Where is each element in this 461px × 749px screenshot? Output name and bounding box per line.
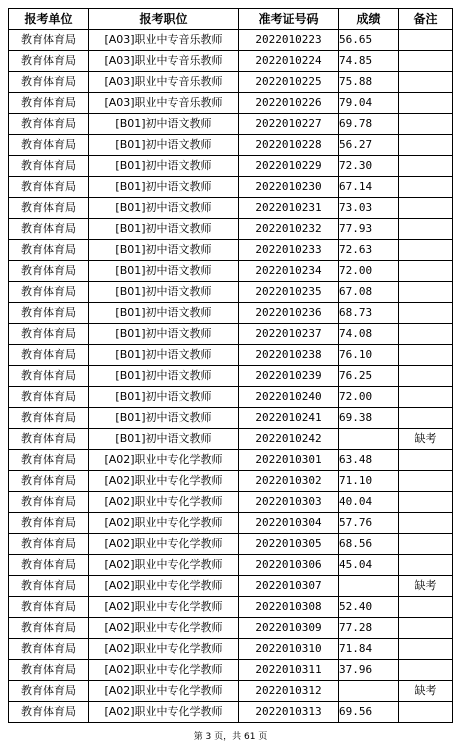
cell-unit: 教育体育局 xyxy=(9,156,89,177)
cell-position: [B01]初中语文教师 xyxy=(89,114,239,135)
cell-unit: 教育体育局 xyxy=(9,114,89,135)
cell-position: [A03]职业中专音乐教师 xyxy=(89,72,239,93)
cell-exam-id: 2022010236 xyxy=(239,303,339,324)
cell-note xyxy=(399,639,453,660)
cell-position: [A02]职业中专化学教师 xyxy=(89,597,239,618)
cell-unit: 教育体育局 xyxy=(9,219,89,240)
cell-note xyxy=(399,240,453,261)
cell-unit: 教育体育局 xyxy=(9,366,89,387)
cell-score: 56.27 xyxy=(339,135,399,156)
cell-position: [B01]初中语文教师 xyxy=(89,198,239,219)
cell-unit: 教育体育局 xyxy=(9,303,89,324)
table-row xyxy=(9,429,453,450)
cell-score: 72.30 xyxy=(339,156,399,177)
cell-unit: 教育体育局 xyxy=(9,471,89,492)
cell-unit: 教育体育局 xyxy=(9,555,89,576)
cell-score: 69.78 xyxy=(339,114,399,135)
cell-note xyxy=(399,51,453,72)
cell-exam-id: 2022010232 xyxy=(239,219,339,240)
cell-note xyxy=(399,345,453,366)
table-body xyxy=(9,30,453,723)
cell-score: 57.76 xyxy=(339,513,399,534)
table-row xyxy=(9,450,453,471)
cell-note xyxy=(399,534,453,555)
cell-note xyxy=(399,324,453,345)
cell-exam-id: 2022010309 xyxy=(239,618,339,639)
table-row xyxy=(9,492,453,513)
cell-score xyxy=(339,429,399,450)
table-row xyxy=(9,156,453,177)
cell-exam-id: 2022010240 xyxy=(239,387,339,408)
cell-exam-id: 2022010307 xyxy=(239,576,339,597)
cell-exam-id: 2022010233 xyxy=(239,240,339,261)
cell-position: [B01]初中语文教师 xyxy=(89,135,239,156)
cell-unit: 教育体育局 xyxy=(9,597,89,618)
cell-note xyxy=(399,303,453,324)
cell-unit: 教育体育局 xyxy=(9,681,89,702)
cell-exam-id: 2022010313 xyxy=(239,702,339,723)
cell-exam-id: 2022010230 xyxy=(239,177,339,198)
cell-exam-id: 2022010237 xyxy=(239,324,339,345)
cell-score: 74.08 xyxy=(339,324,399,345)
cell-position: [B01]初中语文教师 xyxy=(89,408,239,429)
cell-position: [B01]初中语文教师 xyxy=(89,261,239,282)
table-row xyxy=(9,114,453,135)
cell-exam-id: 2022010303 xyxy=(239,492,339,513)
cell-note xyxy=(399,450,453,471)
cell-unit: 教育体育局 xyxy=(9,177,89,198)
table-row xyxy=(9,576,453,597)
cell-exam-id: 2022010235 xyxy=(239,282,339,303)
cell-score: 75.88 xyxy=(339,72,399,93)
cell-exam-id: 2022010310 xyxy=(239,639,339,660)
table-row xyxy=(9,72,453,93)
cell-exam-id: 2022010224 xyxy=(239,51,339,72)
cell-score: 68.73 xyxy=(339,303,399,324)
cell-note xyxy=(399,72,453,93)
cell-score: 72.00 xyxy=(339,261,399,282)
cell-position: [B01]初中语文教师 xyxy=(89,303,239,324)
cell-position: [A02]职业中专化学教师 xyxy=(89,555,239,576)
cell-score: 37.96 xyxy=(339,660,399,681)
header-note: 备注 xyxy=(399,9,453,30)
header-position: 报考职位 xyxy=(89,9,239,30)
cell-exam-id: 2022010302 xyxy=(239,471,339,492)
cell-position: [B01]初中语文教师 xyxy=(89,156,239,177)
cell-note xyxy=(399,156,453,177)
cell-unit: 教育体育局 xyxy=(9,429,89,450)
cell-position: [A02]职业中专化学教师 xyxy=(89,618,239,639)
cell-unit: 教育体育局 xyxy=(9,660,89,681)
cell-unit: 教育体育局 xyxy=(9,618,89,639)
table-row xyxy=(9,681,453,702)
cell-position: [A02]职业中专化学教师 xyxy=(89,660,239,681)
cell-exam-id: 2022010226 xyxy=(239,93,339,114)
cell-note xyxy=(399,513,453,534)
cell-unit: 教育体育局 xyxy=(9,639,89,660)
cell-position: [A02]职业中专化学教师 xyxy=(89,513,239,534)
cell-note xyxy=(399,366,453,387)
cell-position: [B01]初中语文教师 xyxy=(89,177,239,198)
cell-position: [A02]职业中专化学教师 xyxy=(89,534,239,555)
cell-note xyxy=(399,471,453,492)
table-row xyxy=(9,324,453,345)
cell-unit: 教育体育局 xyxy=(9,450,89,471)
cell-position: [A03]职业中专音乐教师 xyxy=(89,30,239,51)
cell-note xyxy=(399,282,453,303)
cell-exam-id: 2022010238 xyxy=(239,345,339,366)
cell-note: 缺考 xyxy=(399,576,453,597)
cell-note xyxy=(399,555,453,576)
table-row xyxy=(9,513,453,534)
cell-score: 72.00 xyxy=(339,387,399,408)
cell-exam-id: 2022010228 xyxy=(239,135,339,156)
cell-score: 40.04 xyxy=(339,492,399,513)
cell-position: [A03]职业中专音乐教师 xyxy=(89,51,239,72)
cell-exam-id: 2022010242 xyxy=(239,429,339,450)
cell-note: 缺考 xyxy=(399,681,453,702)
cell-unit: 教育体育局 xyxy=(9,345,89,366)
cell-note xyxy=(399,387,453,408)
table-row xyxy=(9,261,453,282)
cell-note xyxy=(399,219,453,240)
cell-score: 71.10 xyxy=(339,471,399,492)
cell-unit: 教育体育局 xyxy=(9,261,89,282)
cell-position: [A03]职业中专音乐教师 xyxy=(89,93,239,114)
cell-position: [B01]初中语文教师 xyxy=(89,240,239,261)
page-footer: 第 3 页，共 61 页 xyxy=(193,732,268,742)
table-row xyxy=(9,219,453,240)
cell-unit: 教育体育局 xyxy=(9,408,89,429)
table-row xyxy=(9,408,453,429)
cell-position: [A02]职业中专化学教师 xyxy=(89,450,239,471)
cell-score: 76.10 xyxy=(339,345,399,366)
table-row xyxy=(9,345,453,366)
cell-position: [B01]初中语文教师 xyxy=(89,387,239,408)
table-row xyxy=(9,660,453,681)
cell-position: [B01]初中语文教师 xyxy=(89,345,239,366)
cell-unit: 教育体育局 xyxy=(9,702,89,723)
cell-note xyxy=(399,702,453,723)
table-row xyxy=(9,471,453,492)
cell-note xyxy=(399,618,453,639)
table-row xyxy=(9,30,453,51)
cell-exam-id: 2022010234 xyxy=(239,261,339,282)
cell-unit: 教育体育局 xyxy=(9,93,89,114)
cell-note xyxy=(399,114,453,135)
cell-position: [B01]初中语文教师 xyxy=(89,282,239,303)
table-row xyxy=(9,93,453,114)
cell-score: 74.85 xyxy=(339,51,399,72)
cell-score: 67.08 xyxy=(339,282,399,303)
cell-exam-id: 2022010229 xyxy=(239,156,339,177)
cell-unit: 教育体育局 xyxy=(9,576,89,597)
header-exam-id: 准考证号码 xyxy=(239,9,339,30)
cell-exam-id: 2022010305 xyxy=(239,534,339,555)
cell-position: [A02]职业中专化学教师 xyxy=(89,681,239,702)
cell-note: 缺考 xyxy=(399,429,453,450)
cell-note xyxy=(399,135,453,156)
cell-position: [A02]职业中专化学教师 xyxy=(89,492,239,513)
table-row xyxy=(9,618,453,639)
cell-score: 76.25 xyxy=(339,366,399,387)
cell-unit: 教育体育局 xyxy=(9,198,89,219)
cell-note xyxy=(399,660,453,681)
cell-unit: 教育体育局 xyxy=(9,240,89,261)
cell-score: 73.03 xyxy=(339,198,399,219)
cell-position: [A02]职业中专化学教师 xyxy=(89,471,239,492)
cell-position: [A02]职业中专化学教师 xyxy=(89,576,239,597)
cell-position: [B01]初中语文教师 xyxy=(89,366,239,387)
cell-note xyxy=(399,261,453,282)
table-row xyxy=(9,240,453,261)
cell-note xyxy=(399,93,453,114)
cell-note xyxy=(399,408,453,429)
cell-position: [B01]初中语文教师 xyxy=(89,324,239,345)
table-row xyxy=(9,303,453,324)
header-unit: 报考单位 xyxy=(9,9,89,30)
cell-unit: 教育体育局 xyxy=(9,534,89,555)
table-row xyxy=(9,177,453,198)
table-row xyxy=(9,555,453,576)
table-row xyxy=(9,534,453,555)
table-row xyxy=(9,135,453,156)
cell-exam-id: 2022010312 xyxy=(239,681,339,702)
table-header-row xyxy=(9,9,453,30)
cell-unit: 教育体育局 xyxy=(9,513,89,534)
table-row xyxy=(9,282,453,303)
cell-score: 45.04 xyxy=(339,555,399,576)
cell-unit: 教育体育局 xyxy=(9,30,89,51)
cell-exam-id: 2022010301 xyxy=(239,450,339,471)
cell-note xyxy=(399,492,453,513)
table-row xyxy=(9,702,453,723)
cell-score xyxy=(339,681,399,702)
cell-note xyxy=(399,597,453,618)
cell-position: [B01]初中语文教师 xyxy=(89,429,239,450)
cell-note xyxy=(399,30,453,51)
cell-unit: 教育体育局 xyxy=(9,72,89,93)
cell-score: 63.48 xyxy=(339,450,399,471)
cell-unit: 教育体育局 xyxy=(9,492,89,513)
cell-score: 68.56 xyxy=(339,534,399,555)
cell-unit: 教育体育局 xyxy=(9,387,89,408)
cell-note xyxy=(399,177,453,198)
cell-score: 69.38 xyxy=(339,408,399,429)
cell-exam-id: 2022010223 xyxy=(239,30,339,51)
cell-unit: 教育体育局 xyxy=(9,135,89,156)
table-row xyxy=(9,198,453,219)
cell-unit: 教育体育局 xyxy=(9,282,89,303)
cell-exam-id: 2022010304 xyxy=(239,513,339,534)
cell-exam-id: 2022010241 xyxy=(239,408,339,429)
header-score: 成绩 xyxy=(339,9,399,30)
table-row xyxy=(9,366,453,387)
cell-exam-id: 2022010227 xyxy=(239,114,339,135)
cell-unit: 教育体育局 xyxy=(9,324,89,345)
results-table xyxy=(8,8,453,723)
cell-score xyxy=(339,576,399,597)
cell-exam-id: 2022010231 xyxy=(239,198,339,219)
cell-score: 77.93 xyxy=(339,219,399,240)
cell-exam-id: 2022010308 xyxy=(239,597,339,618)
table-row xyxy=(9,51,453,72)
cell-exam-id: 2022010306 xyxy=(239,555,339,576)
cell-exam-id: 2022010225 xyxy=(239,72,339,93)
cell-position: [B01]初中语文教师 xyxy=(89,219,239,240)
cell-score: 56.65 xyxy=(339,30,399,51)
cell-exam-id: 2022010239 xyxy=(239,366,339,387)
cell-score: 69.56 xyxy=(339,702,399,723)
table-row xyxy=(9,387,453,408)
cell-score: 72.63 xyxy=(339,240,399,261)
cell-score: 52.40 xyxy=(339,597,399,618)
cell-note xyxy=(399,198,453,219)
cell-position: [A02]职业中专化学教师 xyxy=(89,702,239,723)
cell-exam-id: 2022010311 xyxy=(239,660,339,681)
cell-score: 79.04 xyxy=(339,93,399,114)
cell-position: [A02]职业中专化学教师 xyxy=(89,639,239,660)
cell-score: 71.84 xyxy=(339,639,399,660)
cell-score: 67.14 xyxy=(339,177,399,198)
cell-unit: 教育体育局 xyxy=(9,51,89,72)
cell-score: 77.28 xyxy=(339,618,399,639)
table-row xyxy=(9,639,453,660)
table-row xyxy=(9,597,453,618)
